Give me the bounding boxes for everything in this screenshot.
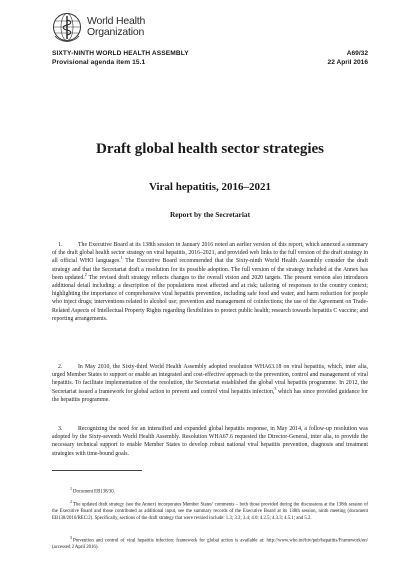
assembly-name: SIXTY-NINTH WORLD HEALTH ASSEMBLY bbox=[52, 50, 189, 57]
paragraph-text: In May 2010, the Sixty-third World Health Assembly adopted resolution WHA63.18 on viral hepatitis, which, inter alia, urged Member States to support or enable an integrated and cost-effective approach to the prevention, control and management of viral hepatitis. To facilitate implementation of the resolution, the Secretariat established the global viral hepatitis programme. In 2012, the Secretariat issued a framework for global action to prevent and control viral hepatitis infection, bbox=[52, 364, 368, 395]
header-left bbox=[52, 50, 282, 67]
paragraph-number: 2. bbox=[58, 364, 63, 370]
footnote-text: Document EB138/30. bbox=[73, 489, 115, 495]
document-byline: Report by the Secretariat bbox=[169, 210, 251, 219]
footnote-ref: 1 bbox=[120, 255, 123, 261]
logo-line-1: World Health bbox=[87, 15, 146, 27]
who-logo bbox=[52, 11, 145, 43]
footnote-2 bbox=[52, 499, 368, 522]
paragraph-text: which has since provided guidance for the hepatitis programme. bbox=[52, 388, 368, 403]
document-id: A69/32 bbox=[346, 50, 368, 57]
footnote-1 bbox=[52, 486, 368, 496]
header-right bbox=[268, 50, 368, 67]
paragraph-1 bbox=[52, 241, 368, 323]
footnote-ref: 2 bbox=[84, 271, 87, 277]
paragraph-number: 3. bbox=[58, 426, 63, 432]
paragraph-text: The revised draft strategy reflects changes to the overall vision and 2020 targets. The present version also introduces additional detail including: a description of the populations most affected and at risk; tailoring of responses to the country context; highlighting the importance of comprehensive viral hepatitis prevention, including safe food and water, and harm reduction for people who inject drugs; interventions related to alcohol use; prevention and management of coinfections; the use of the Agreement on Trade-Related Aspects of Intellectual Property Rights regarding flexibilities to protect public health; research towards hepatitis C vaccine; and reporting arrangements. bbox=[52, 274, 368, 322]
document-subtitle: Viral hepatitis, 2016–2021 bbox=[148, 181, 272, 193]
logo-line-2: Organization bbox=[87, 26, 145, 38]
footnote-mark: 3 bbox=[70, 535, 72, 540]
document-date: 22 April 2016 bbox=[327, 58, 368, 66]
paragraph-3 bbox=[52, 425, 368, 458]
logo-wordmark bbox=[87, 16, 145, 38]
paragraph-text: The Executive Board at its 138th session in January 2016 noted an earlier version of this report, which annexed a summary of the draft global health sector strategy on viral hepatitis, 2016–2021, and provided web links to the full version of the draft strategy in all official WHO languages. bbox=[52, 242, 368, 265]
footnote-divider bbox=[52, 470, 142, 471]
footnote-3 bbox=[52, 535, 368, 552]
footnote-mark: 2 bbox=[70, 499, 72, 504]
paragraph-number: 1. bbox=[58, 242, 63, 248]
paragraph-2 bbox=[52, 363, 368, 404]
agenda-item: Provisional agenda item 15.1 bbox=[52, 58, 146, 66]
footnote-text: The updated draft strategy (see the Annex) incorporates Member States’ comments – both those provided during the discussions at the 138th session of the Executive Board and those contributed as additional input, see the summary records of the Executive Board at its 138th session, ninth meeting (document EB138/2016/REC/2). Specifically, sections of the draft strategy that were revised include: 1.3; 3.3; 3.4; 4.0; 4.2.5; 4.3.3; 4.5.1; and 5.2. bbox=[52, 502, 368, 521]
who-emblem-icon bbox=[52, 12, 82, 42]
paragraph-text: Recognizing the need for an intensified and expanded global hepatitis response, in May 2014, a follow-up resolution was adopted by the Sixty-seventh World Health Assembly. Resolution WHA67.6 requested the Director-General, inter alia, to provide the necessary technical support to enable Member States to develop robust national viral hepatitis prevention, diagnosis and treatment strategies with time-bound goals. bbox=[52, 426, 368, 457]
footnote-mark: 1 bbox=[70, 486, 72, 491]
footnote-ref: 3 bbox=[274, 385, 277, 391]
paragraph-text: The Executive Board recommended that the Sixty-ninth World Health Assembly consider the draft strategy and that the Secretariat draft a resolution for its possible adoption. The full version of the strategy included at the Annex has been updated. bbox=[52, 258, 368, 281]
footnote-text: Prevention and control of viral hepatitis infection: framework for global action is available at: http://www.who.int/hiv/pub/hepatitis/Framework/en/ (accessed 2 April 2016). bbox=[52, 538, 368, 551]
document-title: Draft global health sector strategies bbox=[95, 141, 324, 157]
